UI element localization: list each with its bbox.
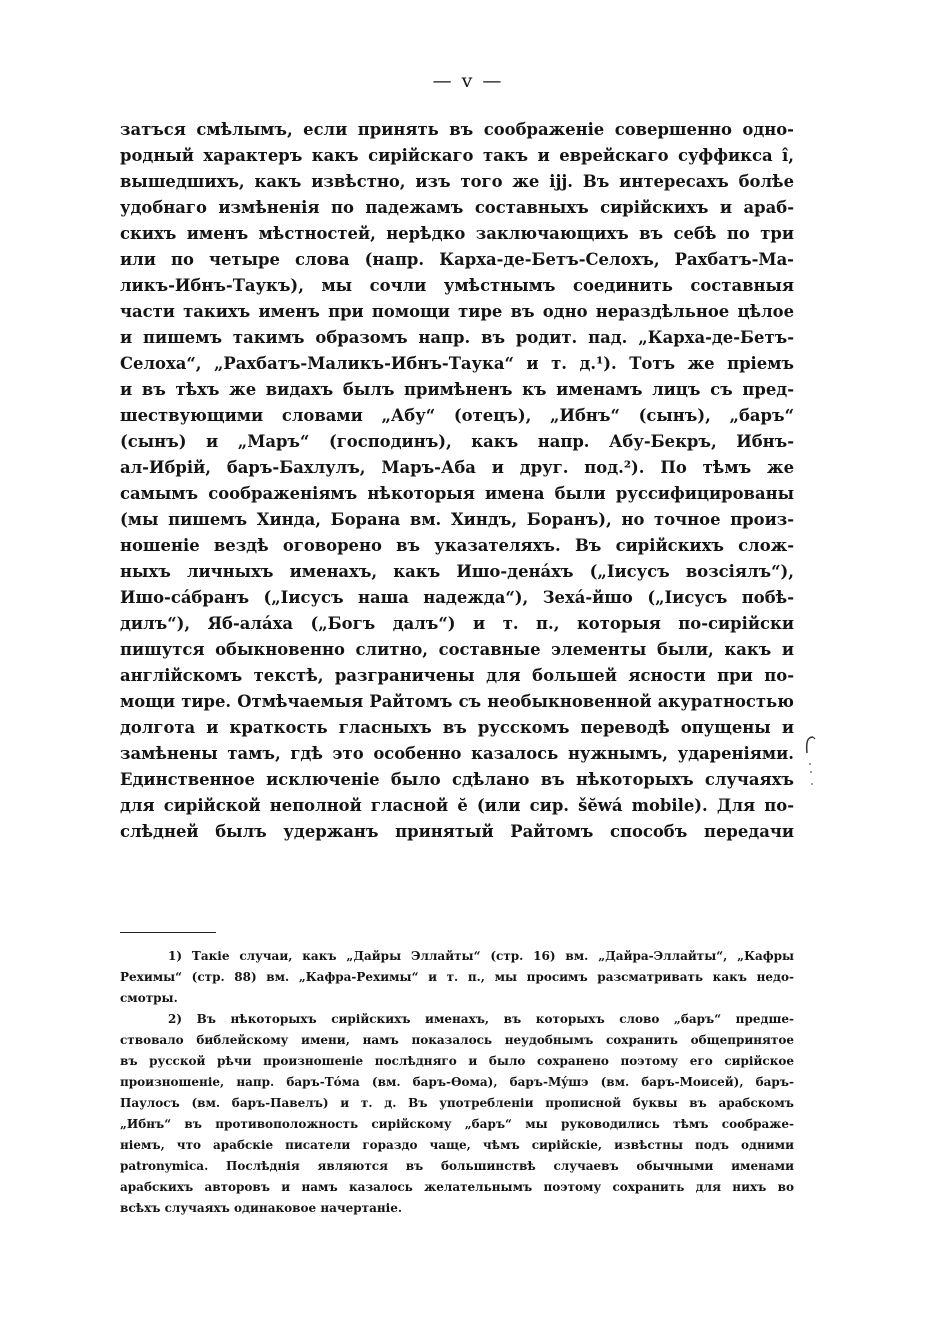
text-line: пишутся обыкновенно слитно, составные элементы были, какъ и — [120, 640, 794, 659]
footnotes — [120, 946, 794, 1219]
footnote-line: ніемъ, что арабскіе писатели гораздо чаще, чѣмъ сирійскіе, извѣстны подъ одними — [120, 1138, 794, 1152]
text-line: шествующими словами „Абу“ (отецъ), „Ибнъ“ (сынъ), „баръ“ — [120, 406, 794, 425]
text-line: или по четыре слова (напр. Карха-де-Бетъ-Селохъ, Рахбатъ-Ма- — [120, 250, 794, 269]
text-line: ликъ-Ибнъ-Таукъ), мы сочли умѣстнымъ соединить составныя — [120, 276, 794, 295]
footnote-line: Рехимы“ (стр. 88) вм. „Кафра-Рехимы“ и т. п., мы просимъ разсматривать какъ недо- — [120, 970, 794, 984]
footnote-divider — [120, 932, 216, 933]
footnote-line: „Ибнъ“ въ противоположность сирійскому „баръ“ мы руководились тѣмъ соображе- — [120, 1117, 794, 1131]
footnote-line: смотры. — [120, 991, 178, 1005]
text-line: части такихъ именъ при помощи тире въ одно нераздѣльное цѣлое — [120, 302, 794, 321]
text-line: дилъ“), Яб-алáха („Богъ далъ“) и т. п., которыя по-сирійски — [120, 614, 794, 633]
text-line: (мы пишемъ Хинда, Борана вм. Хиндъ, Боранъ), но точное произ- — [120, 510, 794, 529]
footnote-line: 2) Въ нѣкоторыхъ сирійскихъ именахъ, въ которыхъ слово „баръ“ предше- — [168, 1012, 794, 1026]
footnote-line: ствовало библейскому имени, намъ показалось неудобнымъ сохранить общепринятое — [120, 1033, 794, 1047]
text-line: и въ тѣхъ же видахъ былъ примѣненъ къ именамъ лицъ съ пред- — [120, 380, 794, 399]
footnote-line: всѣхъ случаяхъ одинаковое начертаніе. — [120, 1201, 403, 1215]
text-line: затъся смѣлымъ, если принять въ соображеніе совершенно одно- — [120, 120, 794, 139]
footnote-line: patronymica. Послѣднія являются въ большинствѣ случаевъ обычными именами — [120, 1159, 794, 1173]
text-line: долгота и краткость гласныхъ въ русскомъ переводѣ опущены и — [120, 718, 794, 737]
footnote-line: произношеніе, напр. баръ-Тóма (вм. баръ-Ѳома), баръ-Мýшэ (вм. баръ-Моисей), баръ- — [120, 1075, 794, 1089]
text-line: англійскомъ текстѣ, разграничены для большей ясности при по- — [120, 666, 794, 685]
text-line: ныхъ личныхъ именахъ, какъ Ишо-денáхъ („Іисусъ возсіялъ“), — [120, 562, 794, 581]
text-line: самымъ соображеніямъ нѣкоторыя имена были руссифицированы — [120, 484, 794, 503]
text-line: (сынъ) и „Маръ“ (господинъ), какъ напр. Абу-Бекръ, Ибнъ- — [120, 432, 794, 451]
text-line: Ишо-сáбранъ („Іисусъ наша надежда“), Зехá-йшо („Іисусъ побѣ- — [120, 588, 794, 607]
footnote-line: арабскихъ авторовъ и намъ казалось желательнымъ поэтому сохранить для нихъ во — [120, 1180, 794, 1194]
text-line: мощи тире. Отмѣчаемыя Райтомъ съ необыкновенной акуратностью — [120, 692, 794, 711]
text-line: и пишемъ такимъ образомъ напр. въ родит. пад. „Карха-де-Бетъ- — [120, 328, 794, 347]
text-line: для сирійской неполной гласной ĕ (или сир. šĕwá mobile). Для по- — [120, 796, 794, 815]
text-line: замѣнены тамъ, гдѣ это особенно казалось нужнымъ, удареніями. — [120, 744, 794, 763]
text-line: вышедшихъ, какъ извѣстно, изъ того же ijj. Въ интересахъ болѣе — [120, 172, 794, 191]
footnote-line: Паулосъ (вм. баръ-Павелъ) и т. д. Въ употребленіи прописной буквы въ арабскомъ — [120, 1096, 794, 1110]
body-paragraph — [120, 117, 794, 845]
text-line: родный характеръ какъ сирійскаго такъ и еврейскаго суффикса î, — [120, 146, 794, 165]
text-line: ношеніе вездѣ оговорено въ указателяхъ. Въ сирійскихъ слож- — [120, 536, 794, 555]
page-number: — v — — [432, 70, 504, 92]
text-line: ал-Ибрій, баръ-Бахлулъ, Маръ-Аба и друг. под.²). По тѣмъ же — [120, 458, 794, 477]
margin-dots — [806, 760, 816, 790]
margin-pencil-mark — [803, 735, 817, 755]
text-line: слѣдней былъ удержанъ принятый Райтомъ способъ передачи — [120, 822, 794, 841]
text-line: удобнаго измѣненія по падежамъ составныхъ сирійскихъ и араб- — [120, 198, 794, 217]
text-line: Селоха“, „Рахбатъ-Маликъ-Ибнъ-Таука“ и т. д.¹). Тотъ же пріемъ — [120, 354, 794, 373]
text-line: Единственное исключеніе было сдѣлано въ нѣкоторыхъ случаяхъ — [120, 770, 794, 789]
footnote-line: въ русской рѣчи произношеніе послѣдняго и было сохранено поэтому его сирійское — [120, 1054, 794, 1068]
footnote-line: 1) Такіе случаи, какъ „Дайры Эллайты“ (стр. 16) вм. „Дайра-Эллайты“, „Кафры — [168, 949, 794, 963]
text-line: скихъ именъ мѣстностей, нерѣдко заключающихъ въ себѣ по три — [120, 224, 794, 243]
